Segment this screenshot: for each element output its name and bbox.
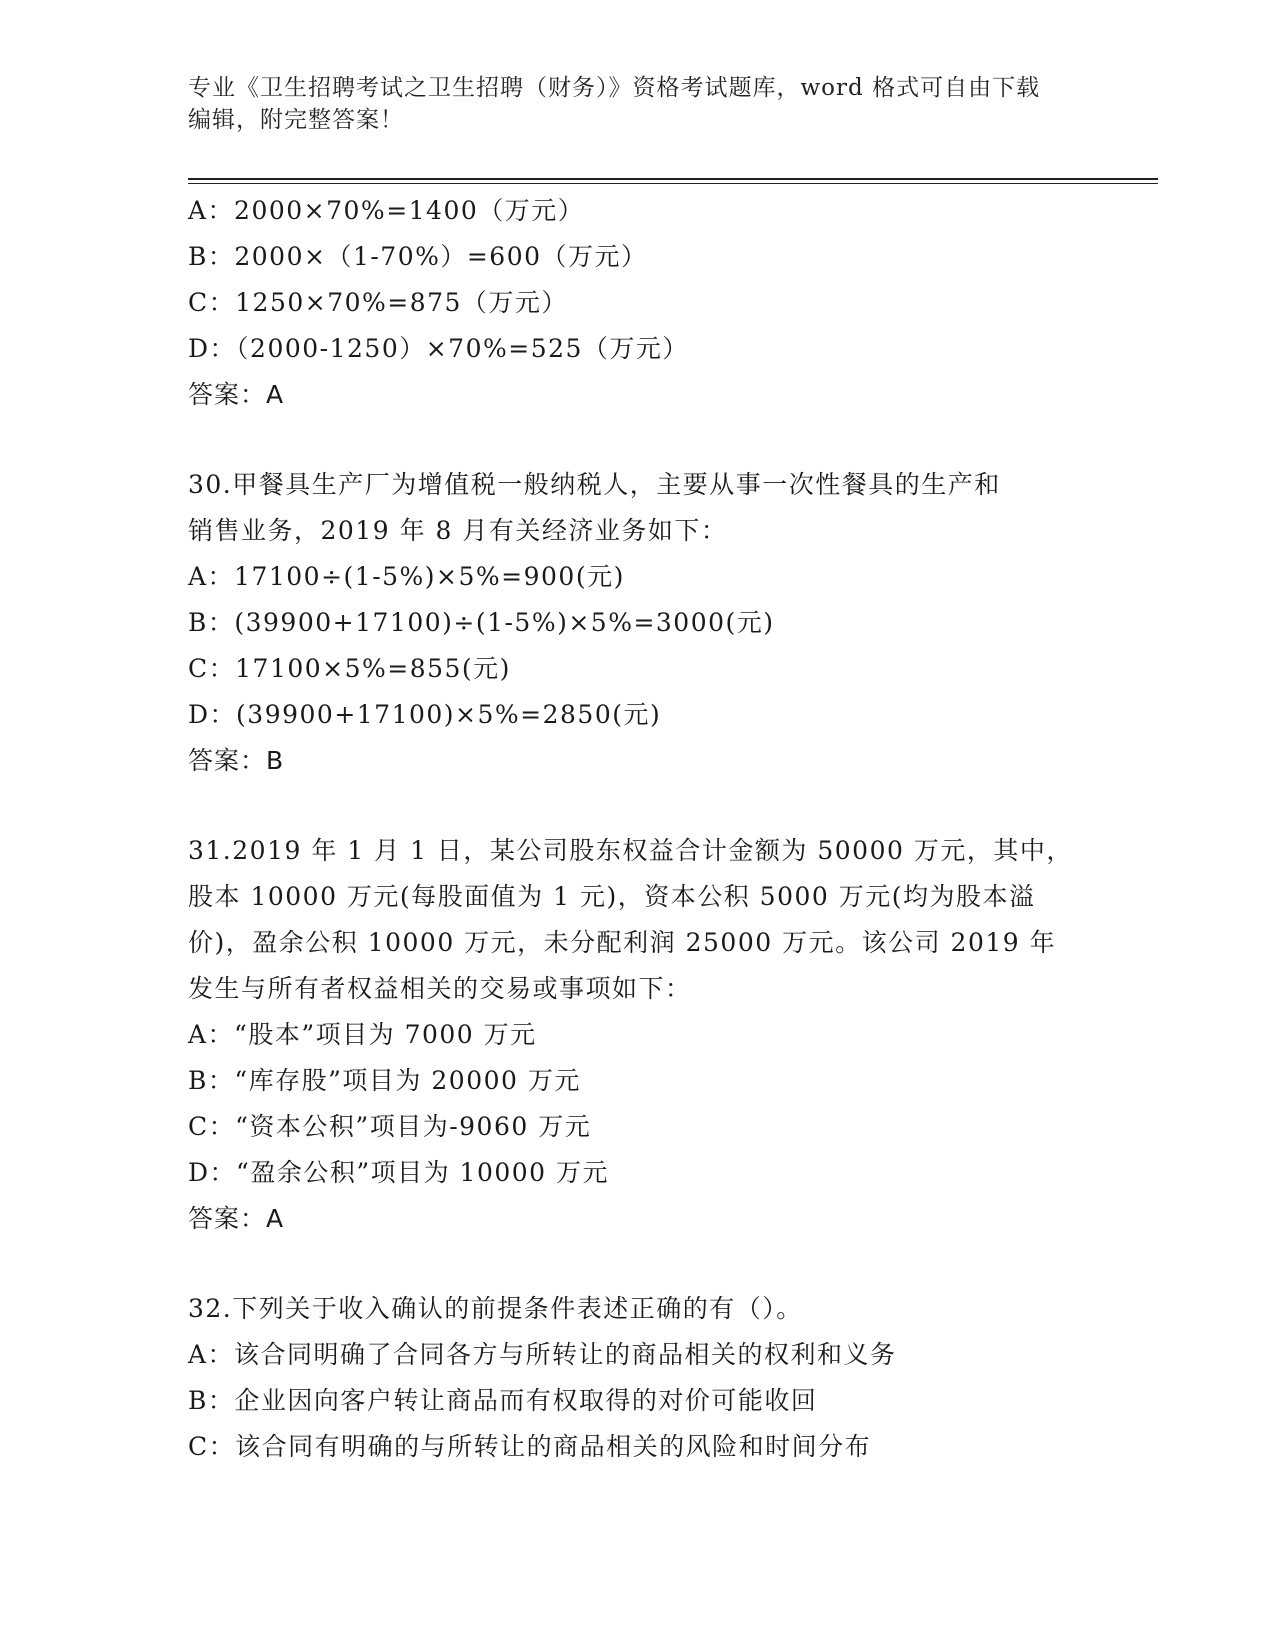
question-30: [188, 462, 1088, 784]
answer: 答案：A: [188, 380, 285, 409]
question-31: [188, 828, 1088, 1242]
question-32: [188, 1286, 1088, 1470]
header-line-2: 编辑，附完整答案！: [188, 107, 404, 133]
option-b: B：(39900+17100)÷(1-5%)×5%=3000(元): [188, 608, 775, 637]
answer: 答案：B: [188, 746, 285, 775]
option-d: D：“盈余公积”项目为 10000 万元: [188, 1158, 610, 1187]
header-divider-thin: [188, 183, 1158, 184]
question-29-options: [188, 188, 1088, 418]
option-c: C：“资本公积”项目为-9060 万元: [188, 1112, 592, 1141]
option-c: C：1250×70%=875（万元）: [188, 288, 568, 317]
question-stem: 发生与所有者权益相关的交易或事项如下：: [188, 974, 692, 1003]
option-c: C：17100×5%=855(元): [188, 654, 511, 683]
spacer: [188, 784, 1088, 828]
option-b: B：2000×（1-70%）=600（万元）: [188, 242, 648, 271]
question-stem: 销售业务，2019 年 8 月有关经济业务如下：: [188, 516, 728, 545]
option-d: D：(39900+17100)×5%=2850(元): [188, 700, 662, 729]
spacer: [188, 1242, 1088, 1286]
header-line-1: 专业《卫生招聘考试之卫生招聘（财务）》资格考试题库，word 格式可自由下载: [188, 75, 1041, 101]
question-stem: 32.下列关于收入确认的前提条件表述正确的有（）。: [188, 1294, 803, 1323]
option-a: A：17100÷(1-5%)×5%=900(元): [188, 562, 625, 591]
question-stem: 股本 10000 万元(每股面值为 1 元)，资本公积 5000 万元(均为股本溢: [188, 882, 1036, 911]
option-b: B：企业因向客户转让商品而有权取得的对价可能收回: [188, 1386, 818, 1415]
option-a: A：该合同明确了合同各方与所转让的商品相关的权利和义务: [188, 1340, 897, 1369]
question-stem: 30.甲餐具生产厂为增值税一般纳税人，主要从事一次性餐具的生产和: [188, 470, 1001, 499]
option-a: A：2000×70%=1400（万元）: [188, 196, 585, 225]
question-stem: 价)，盈余公积 10000 万元，未分配利润 25000 万元。该公司 2019 年: [188, 928, 1057, 957]
question-stem: 31.2019 年 1 月 1 日，某公司股东权益合计金额为 50000 万元，其中，: [188, 836, 1073, 865]
spacer: [188, 418, 1088, 462]
option-b: B：“库存股”项目为 20000 万元: [188, 1066, 581, 1095]
option-c: C：该合同有明确的与所转让的商品相关的风险和时间分布: [188, 1432, 872, 1461]
option-a: A：“股本”项目为 7000 万元: [188, 1020, 537, 1049]
document-body: [188, 188, 1088, 1470]
header-divider-thick: [188, 178, 1158, 180]
document-header: [188, 72, 1088, 136]
option-d: D：（2000-1250）×70%=525（万元）: [188, 334, 689, 363]
answer: 答案：A: [188, 1204, 285, 1233]
